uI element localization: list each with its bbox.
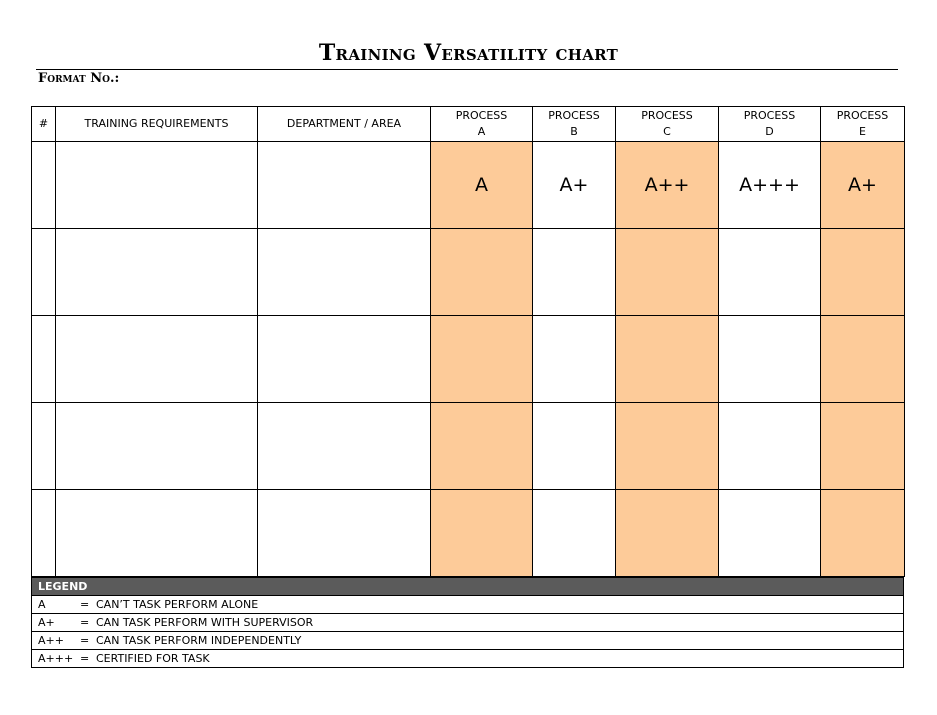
legend-row — [32, 614, 904, 632]
table-row — [32, 490, 905, 577]
department-area-cell — [258, 229, 431, 316]
training-requirement-cell — [56, 142, 258, 229]
table-row — [32, 403, 905, 490]
col-header-training-requirements: TRAINING REQUIREMENTS — [56, 107, 258, 142]
col-header-process-c: PROCESS C — [616, 107, 719, 142]
legend-code: A++ — [38, 634, 64, 647]
process-b-cell — [533, 490, 616, 577]
table-header-row — [32, 107, 905, 142]
process-e-cell — [821, 403, 905, 490]
training-requirement-cell — [56, 403, 258, 490]
row-number-cell — [32, 403, 56, 490]
col-header-process-b: PROCESS B — [533, 107, 616, 142]
process-c-cell — [616, 490, 719, 577]
process-d-cell — [719, 490, 821, 577]
row-number-cell — [32, 316, 56, 403]
process-e-cell — [821, 229, 905, 316]
process-a-cell — [431, 490, 533, 577]
legend-title: LEGEND — [32, 578, 904, 596]
process-c-cell — [616, 229, 719, 316]
department-area-cell — [258, 142, 431, 229]
table-row — [32, 316, 905, 403]
legend-description: CERTIFIED FOR TASK — [96, 652, 210, 665]
legend-row — [32, 650, 904, 668]
process-e-cell — [821, 316, 905, 403]
table-row — [32, 229, 905, 316]
legend-row — [32, 632, 904, 650]
legend-equals: = — [80, 652, 90, 665]
legend-table — [31, 577, 904, 668]
col-header-process-e: PROCESS E — [821, 107, 905, 142]
process-a-cell — [431, 403, 533, 490]
format-number-label: Format No.: — [38, 71, 120, 86]
process-b-cell — [533, 403, 616, 490]
versatility-table — [31, 106, 905, 577]
process-a-cell — [431, 229, 533, 316]
col-header-process-a: PROCESS A — [431, 107, 533, 142]
process-d-cell — [719, 316, 821, 403]
process-b-cell — [533, 316, 616, 403]
row-number-cell — [32, 229, 56, 316]
legend-code: A+ — [38, 616, 55, 629]
table-row — [32, 142, 905, 229]
department-area-cell — [258, 490, 431, 577]
legend-row — [32, 596, 904, 614]
legend-description: CAN’T TASK PERFORM ALONE — [96, 598, 259, 611]
legend-code: A+++ — [38, 652, 74, 665]
process-e-cell: A+ — [821, 142, 905, 229]
process-c-cell — [616, 316, 719, 403]
legend-description: CAN TASK PERFORM WITH SUPERVISOR — [96, 616, 314, 629]
legend-equals: = — [80, 616, 90, 629]
training-requirement-cell — [56, 316, 258, 403]
process-b-cell: A+ — [533, 142, 616, 229]
legend-header-row — [32, 578, 904, 596]
document-title: Training Versatility chart — [318, 40, 619, 66]
row-number-cell — [32, 142, 56, 229]
title-divider — [36, 69, 898, 70]
process-d-cell — [719, 403, 821, 490]
legend-code: A — [38, 598, 46, 611]
legend-equals: = — [80, 598, 90, 611]
training-requirement-cell — [56, 490, 258, 577]
process-d-cell — [719, 229, 821, 316]
process-a-cell — [431, 316, 533, 403]
legend-equals: = — [80, 634, 90, 647]
process-d-cell: A+++ — [719, 142, 821, 229]
training-requirement-cell — [56, 229, 258, 316]
col-header-number: # — [32, 107, 56, 142]
process-a-cell: A — [431, 142, 533, 229]
col-header-process-d: PROCESS D — [719, 107, 821, 142]
col-header-department-area: DEPARTMENT / AREA — [258, 107, 431, 142]
process-b-cell — [533, 229, 616, 316]
row-number-cell — [32, 490, 56, 577]
department-area-cell — [258, 316, 431, 403]
process-c-cell — [616, 403, 719, 490]
department-area-cell — [258, 403, 431, 490]
process-c-cell: A++ — [616, 142, 719, 229]
legend-description: CAN TASK PERFORM INDEPENDENTLY — [96, 634, 302, 647]
process-e-cell — [821, 490, 905, 577]
